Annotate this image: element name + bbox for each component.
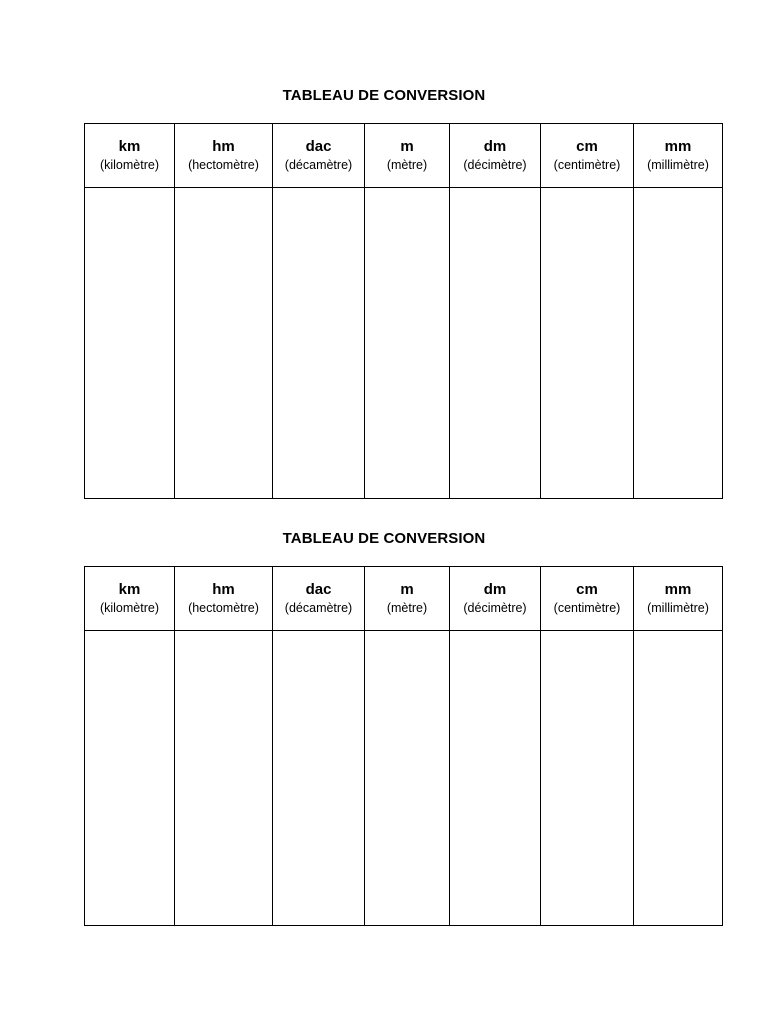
unit-name: (décamètre) xyxy=(284,157,353,172)
table-body-row xyxy=(85,631,723,926)
unit-name: (décamètre) xyxy=(284,600,353,615)
unit-name: (millimètre) xyxy=(647,157,709,172)
column-header-km xyxy=(85,124,175,188)
table-cell-km[interactable] xyxy=(85,188,175,499)
unit-abbreviation: dac xyxy=(305,580,332,598)
table-body-row xyxy=(85,188,723,499)
table-cell-mm[interactable] xyxy=(634,188,723,499)
table-header-row xyxy=(85,567,723,631)
table-title: TABLEAU DE CONVERSION xyxy=(282,530,486,547)
conversion-table xyxy=(84,566,723,926)
column-header-dm xyxy=(450,124,541,188)
column-header-cm xyxy=(541,567,634,631)
table-cell-dm[interactable] xyxy=(450,631,541,926)
unit-abbreviation: m xyxy=(400,580,414,598)
column-header-hm xyxy=(175,124,273,188)
table-cell-m[interactable] xyxy=(365,631,450,926)
table-cell-m[interactable] xyxy=(365,188,450,499)
unit-name: (mètre) xyxy=(386,157,428,172)
unit-abbreviation: km xyxy=(118,137,141,155)
column-header-dac xyxy=(273,567,365,631)
unit-name: (décimètre) xyxy=(463,157,527,172)
table-cell-hm[interactable] xyxy=(175,631,273,926)
unit-abbreviation: cm xyxy=(576,580,598,598)
column-header-cm xyxy=(541,124,634,188)
unit-name: (kilomètre) xyxy=(99,600,160,615)
table-cell-cm[interactable] xyxy=(541,188,634,499)
table-cell-dac[interactable] xyxy=(273,631,365,926)
unit-name: (centimètre) xyxy=(553,157,621,172)
column-header-dac xyxy=(273,124,365,188)
unit-name: (décimètre) xyxy=(463,600,527,615)
table-cell-hm[interactable] xyxy=(175,188,273,499)
unit-abbreviation: mm xyxy=(664,580,692,598)
table-cell-dm[interactable] xyxy=(450,188,541,499)
column-header-mm xyxy=(634,567,723,631)
unit-name: (centimètre) xyxy=(553,600,621,615)
unit-name: (hectomètre) xyxy=(188,157,259,172)
table-header-row xyxy=(85,124,723,188)
table-cell-cm[interactable] xyxy=(541,631,634,926)
table-title: TABLEAU DE CONVERSION xyxy=(282,87,486,104)
unit-abbreviation: dm xyxy=(483,137,507,155)
unit-abbreviation: cm xyxy=(576,137,598,155)
unit-abbreviation: hm xyxy=(212,580,235,598)
unit-name: (mètre) xyxy=(386,600,428,615)
unit-name: (hectomètre) xyxy=(188,600,259,615)
column-header-m xyxy=(365,567,450,631)
unit-abbreviation: dm xyxy=(483,580,507,598)
unit-name: (kilomètre) xyxy=(99,157,160,172)
column-header-km xyxy=(85,567,175,631)
unit-abbreviation: dac xyxy=(305,137,332,155)
table-cell-km[interactable] xyxy=(85,631,175,926)
column-header-mm xyxy=(634,124,723,188)
unit-abbreviation: hm xyxy=(212,137,235,155)
table-cell-dac[interactable] xyxy=(273,188,365,499)
table-cell-mm[interactable] xyxy=(634,631,723,926)
unit-abbreviation: m xyxy=(400,137,414,155)
unit-abbreviation: mm xyxy=(664,137,692,155)
unit-name: (millimètre) xyxy=(647,600,709,615)
unit-abbreviation: km xyxy=(118,580,141,598)
conversion-table xyxy=(84,123,723,499)
column-header-hm xyxy=(175,567,273,631)
column-header-m xyxy=(365,124,450,188)
column-header-dm xyxy=(450,567,541,631)
